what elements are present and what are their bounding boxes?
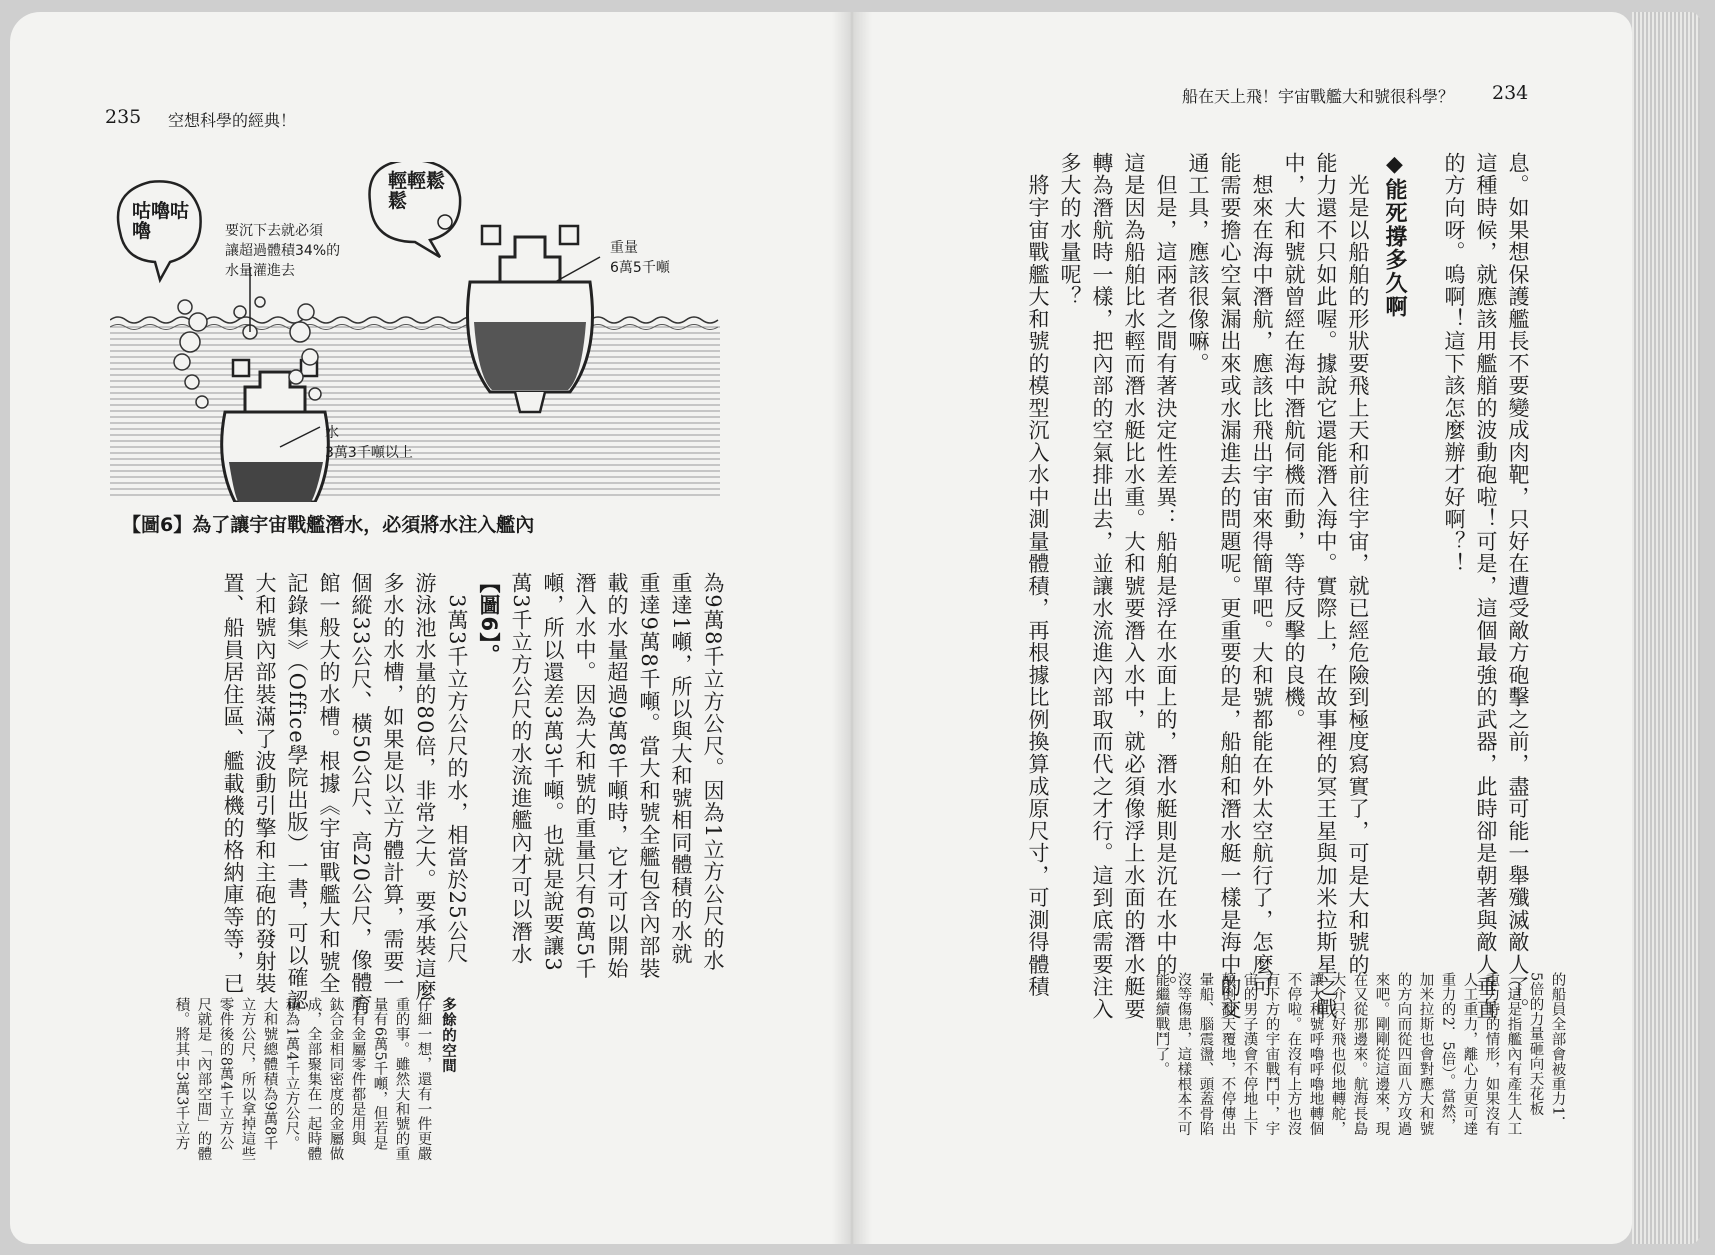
sidebar-column: 暈船、腦震盪、頭蓋骨陷 (1197, 972, 1214, 1137)
weight-label: 重量 (610, 240, 638, 256)
body-column: 能需要擔心空氣漏出來或水漏進去的問題呢。更重要的是，船舶和潛水艇一樣是海中的交 (1218, 152, 1242, 1021)
note-line-3: 水量灌進去 (225, 263, 295, 279)
sidebar-column: 尺就是「內部空間」的體 (195, 997, 212, 1162)
body-column: 轉為潛航時一樣，把內部的空氣排出去，並讓水流進內部取而代之才行。這到底需要注入 (1090, 152, 1114, 1021)
note-line-1: 要沉下去就必須 (225, 223, 323, 239)
sidebar-column: 立方公尺，所以拿掉這些 (239, 997, 256, 1162)
body-column: 多水的水槽，如果是以立方體計算，需要一 (381, 572, 405, 995)
sidebar-column: 重力的2．5倍）。當然， (1439, 972, 1456, 1134)
body-column: 重達9萬8千噸。當大和號全艦包含內部裝 (637, 572, 661, 980)
body-column: 但是，這兩者之間有著決定性差異：船舶是浮在水面上的，潛水艇則是沉在水中的。 (1154, 152, 1178, 998)
sidebar-column: 來吧。剛剛從這邊來，現 (1373, 972, 1390, 1137)
body-column: 3萬3千立方公尺的水，相當於25公尺 (445, 572, 469, 965)
book-gutter (832, 12, 872, 1244)
body-column: 記錄集》（Office學院出版）一書，可以確認 (285, 572, 309, 1012)
body-column: 個縱33公尺、橫50公尺、高20公尺，像體育 (349, 572, 373, 1016)
sidebar-column: 讓大和號呼嚕呼嚕地轉個 (1307, 972, 1324, 1137)
sidebar-title: 多餘的空間 (440, 997, 456, 1074)
body-column: 想來在海中潛航，應該比飛出宇宙來得簡單吧。大和號都能在外太空航行了，怎麼可 (1250, 152, 1274, 998)
sidebar-column: （這是指艦內有產生人工 (1505, 972, 1522, 1137)
page-edges (1632, 12, 1700, 1244)
body-column: 載的水量超過9萬8千噸時，它才可以開始 (605, 572, 629, 980)
right-page (852, 12, 1632, 1244)
body-column: 【圖6】。 (477, 572, 501, 667)
floating-ship (468, 226, 593, 412)
body-column: 這是因為船舶比水輕而潛水艇比水重。大和號要潛入水中，就必須像浮上水面的潛水艇要 (1122, 152, 1146, 1021)
body-column: 為9萬8千立方公尺。因為1立方公尺的水 (701, 572, 725, 973)
sidebar-column: 能繼續戰鬥了。 (1153, 972, 1170, 1077)
body-column: 通工具，應該很像嘛。 (1186, 152, 1210, 375)
submarine-illustration (110, 162, 720, 502)
sidebar-column: 積。將其中3萬3千立方 (173, 997, 190, 1151)
sidebar-column: 的方向而從四面八方攻過 (1395, 972, 1412, 1137)
body-column: 萬3千立方公尺的水流進艦內才可以潛水 (509, 572, 533, 966)
body-column: 這種時候，就應該用艦艏的波動砲啦！可是，這個最強的武器，此時卻是朝著與敵人垂直 (1474, 152, 1498, 1021)
left-running-title: 空想科學的經典！ (168, 111, 297, 130)
body-column: 能力還不只如此喔。據說它還能潛入海中。實際上，在故事裡的冥王星與加米拉斯星之戰 (1314, 152, 1338, 1021)
body-column: 潛入水中。因為大和號的重量只有6萬5千 (573, 572, 597, 980)
sidebar-column: 積為1萬4千立方公尺。 (283, 997, 300, 1151)
body-column: 館一般大的水槽。根據《宇宙戰艦大和號全 (317, 572, 341, 995)
sidebar-column: 不停啦。在沒有上方也沒 (1285, 972, 1302, 1137)
sidebar-column: 大和號總體積為9萬8千 (261, 997, 278, 1151)
right-running-title: 船在天上飛！宇宙戰艦大和號很科學？ (1182, 87, 1455, 106)
body-column: 游泳池水量的80倍，非常之大。要承裝這麼 (413, 572, 437, 1002)
body-column: 重達1噸，所以與大和號相同體積的水就 (669, 572, 693, 966)
body-column: 中，大和號就曾經在海中潛航伺機而動，等待反擊的良機。 (1282, 152, 1306, 731)
water-value: 3萬3千噸以上 (325, 445, 413, 461)
weight-value: 6萬5千噸 (610, 260, 670, 276)
bubble-left-text: 咕嚕咕嚕 (132, 200, 190, 242)
left-page (10, 12, 852, 1244)
sidebar-column: 沒等傷患，這樣根本不可 (1175, 972, 1192, 1137)
body-column: 噸，所以還差3萬3千噸。也就是說要讓3 (541, 572, 565, 973)
sidebar-column: 在又從那邊來。航海長島 (1351, 972, 1368, 1137)
sidebar-column: 5倍的力量砸向天花板 (1527, 972, 1544, 1117)
sidebar-column: 宙的男子漢會不停地上下 (1241, 972, 1258, 1137)
sidebar-column: 人工重力，離心力更可達 (1461, 972, 1478, 1137)
left-page-number: 235 (105, 106, 142, 128)
sidebar-column: 所有金屬零件都是用與 (349, 997, 366, 1147)
section-heading: ◆能死撐多久啊 (1382, 152, 1407, 319)
right-page-number: 234 (1492, 82, 1529, 104)
sidebar-column: 重力時的情形，如果沒有 (1483, 972, 1500, 1137)
sidebar-column: 成，全部聚集在一起時體 (305, 997, 322, 1162)
sidebar-column: 重的事。雖然大和號的重 (393, 997, 410, 1162)
body-column: 大和號內部裝滿了波動引擎和主砲的發射裝 (253, 572, 277, 995)
body-column: 多大的水量呢？ (1058, 152, 1082, 308)
sidebar-column: 的船員全部會被重力1． (1549, 972, 1566, 1132)
sidebar-column: 加米拉斯也會對應大和號 (1417, 972, 1434, 1137)
body-column: 的方向呀。嗚啊！這下該怎麼辦才好啊？！ (1442, 152, 1466, 575)
body-column: 息。如果想保護艦長不要變成肉靶，只好在遭受敵方砲擊之前，盡可能一舉殲滅敵人了。 (1506, 152, 1530, 1021)
sidebar-column: 大介只好飛也似地轉舵， (1329, 972, 1346, 1137)
water-label: 水 (325, 425, 339, 441)
sidebar-column: 零件後的8萬4千立方公 (217, 997, 234, 1151)
sidebar-column: 鈦合金相同密度的金屬做 (327, 997, 344, 1162)
sidebar-column: 顛倒翻天覆地，不停傳出 (1219, 972, 1236, 1137)
body-column: 置、船員居住區、艦載機的格納庫等等，已 (221, 572, 245, 995)
sidebar-column: 量有6萬5千噸，但若是 (371, 997, 388, 1151)
figure-6 (110, 162, 720, 502)
figure-caption: 【圖6】為了讓宇宙戰艦潛水，必須將水注入艦內 (122, 514, 535, 536)
sidebar-column: 有下方的宇宙戰鬥中，宇 (1263, 972, 1280, 1137)
bubble-right-text: 輕輕鬆鬆 (388, 170, 446, 212)
book-spread (10, 12, 1700, 1244)
sidebar-column: 仔細一想，還有一件更嚴 (415, 997, 432, 1162)
note-line-2: 讓超過體積34%的 (225, 243, 341, 259)
body-column: 光是以船舶的形狀要飛上天和前往宇宙，就已經危險到極度寫實了，可是大和號的 (1346, 152, 1370, 976)
body-column: 將宇宙戰艦大和號的模型沉入水中測量體積，再根據比例換算成原尺寸，可測得體積 (1026, 152, 1050, 998)
